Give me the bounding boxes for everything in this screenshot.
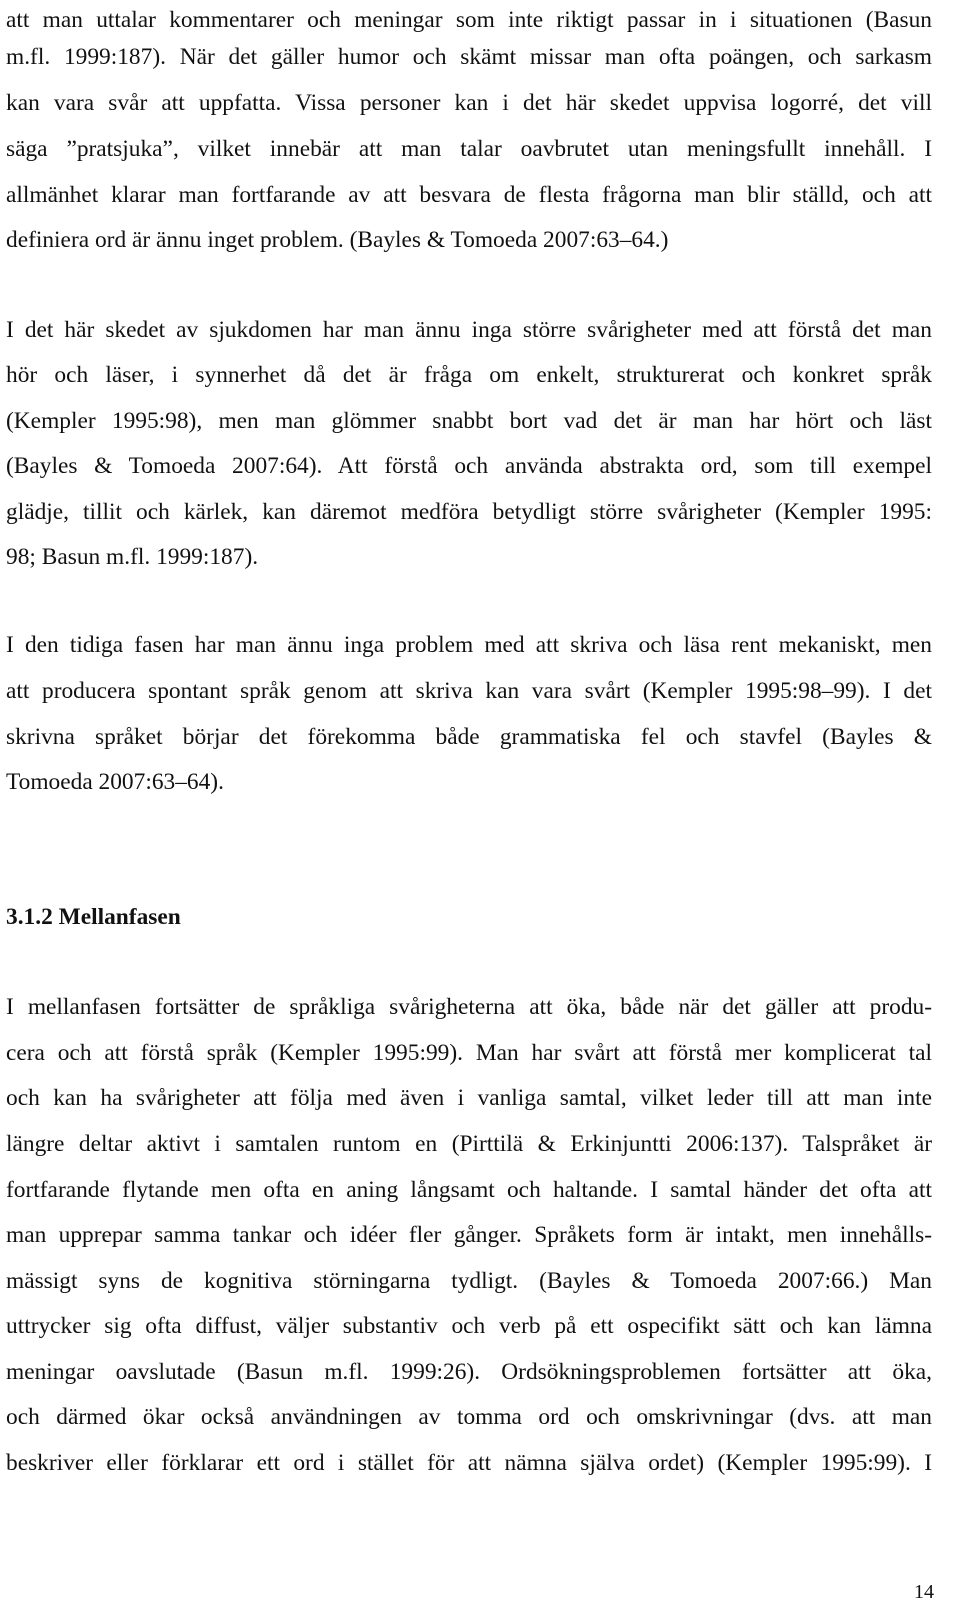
text-line: m.fl. 1999:187). När det gäller humor och skämt missar man ofta poängen, och sarkasm [6,44,932,70]
text-line: 98; Basun m.fl. 1999:187). [6,544,259,570]
text-line: säga ”pratsjuka”, vilket innebär att man talar oavbrutet utan meningsfullt innehåll. I [6,136,932,162]
text-line: (Kempler 1995:98), men man glömmer snabbt bort vad det är man har hört och läst [6,408,932,434]
text-line: meningar oavslutade (Basun m.fl. 1999:26). Ordsökningsproblemen fortsätter att öka, [6,1359,932,1385]
text-line: hör och läser, i synnerhet då det är fråga om enkelt, strukturerat och konkret språk [6,362,932,388]
text-line: och kan ha svårigheter att följa med även i vanliga samtal, vilket leder till att man inte [6,1085,932,1111]
text-line: och därmed ökar också användningen av tomma ord och omskrivningar (dvs. att man [6,1404,932,1430]
text-line: definiera ord är ännu inget problem. (Bayles & Tomoeda 2007:63–64.) [6,227,669,253]
text-line: Tomoeda 2007:63–64). [6,769,224,795]
text-line: I det här skedet av sjukdomen har man ännu inga större svårigheter med att förstå det man [6,317,932,343]
text-line: I mellanfasen fortsätter de språkliga svårigheterna att öka, både när det gäller att produ- [6,994,932,1020]
section-heading: 3.1.2 Mellanfasen [6,904,181,930]
text-line: att man uttalar kommentarer och meningar som inte riktigt passar in i situationen (Basun [6,7,932,33]
text-line: kan vara svår att uppfatta. Vissa personer kan i det här skedet uppvisa logorré, det vill [6,90,932,116]
text-line: glädje, tillit och kärlek, kan däremot medföra betydligt större svårigheter (Kempler 1995: [6,499,932,525]
text-line: fortfarande flytande men ofta en aning långsamt och haltande. I samtal händer det ofta att [6,1177,932,1203]
text-line: att producera spontant språk genom att skriva kan vara svårt (Kempler 1995:98–99). I det [6,678,932,704]
text-line: uttrycker sig ofta diffust, väljer substantiv och verb på ett ospecifikt sätt och kan lämna [6,1313,932,1339]
text-line: (Bayles & Tomoeda 2007:64). Att förstå och använda abstrakta ord, som till exempel [6,453,932,479]
page-number: 14 [914,1581,934,1603]
text-line: allmänhet klarar man fortfarande av att besvara de flesta frågorna man blir ställd, och att [6,182,932,208]
text-line: beskriver eller förklarar ett ord i stället för att nämna själva ordet) (Kempler 1995:99). I [6,1450,932,1476]
text-line: mässigt syns de kognitiva störningarna tydligt. (Bayles & Tomoeda 2007:66.) Man [6,1268,932,1294]
text-line: längre deltar aktivt i samtalen runtom en (Pirttilä & Erkinjuntti 2006:137). Talspråket är [6,1131,932,1157]
text-line: cera och att förstå språk (Kempler 1995:99). Man har svårt att förstå mer komplicerat tal [6,1040,932,1066]
text-line: skrivna språket börjar det förekomma både grammatiska fel och stavfel (Bayles & [6,724,932,750]
text-line: man upprepar samma tankar och idéer fler gånger. Språkets form är intakt, men innehålls- [6,1222,932,1248]
text-line: I den tidiga fasen har man ännu inga problem med att skriva och läsa rent mekaniskt, men [6,632,932,658]
